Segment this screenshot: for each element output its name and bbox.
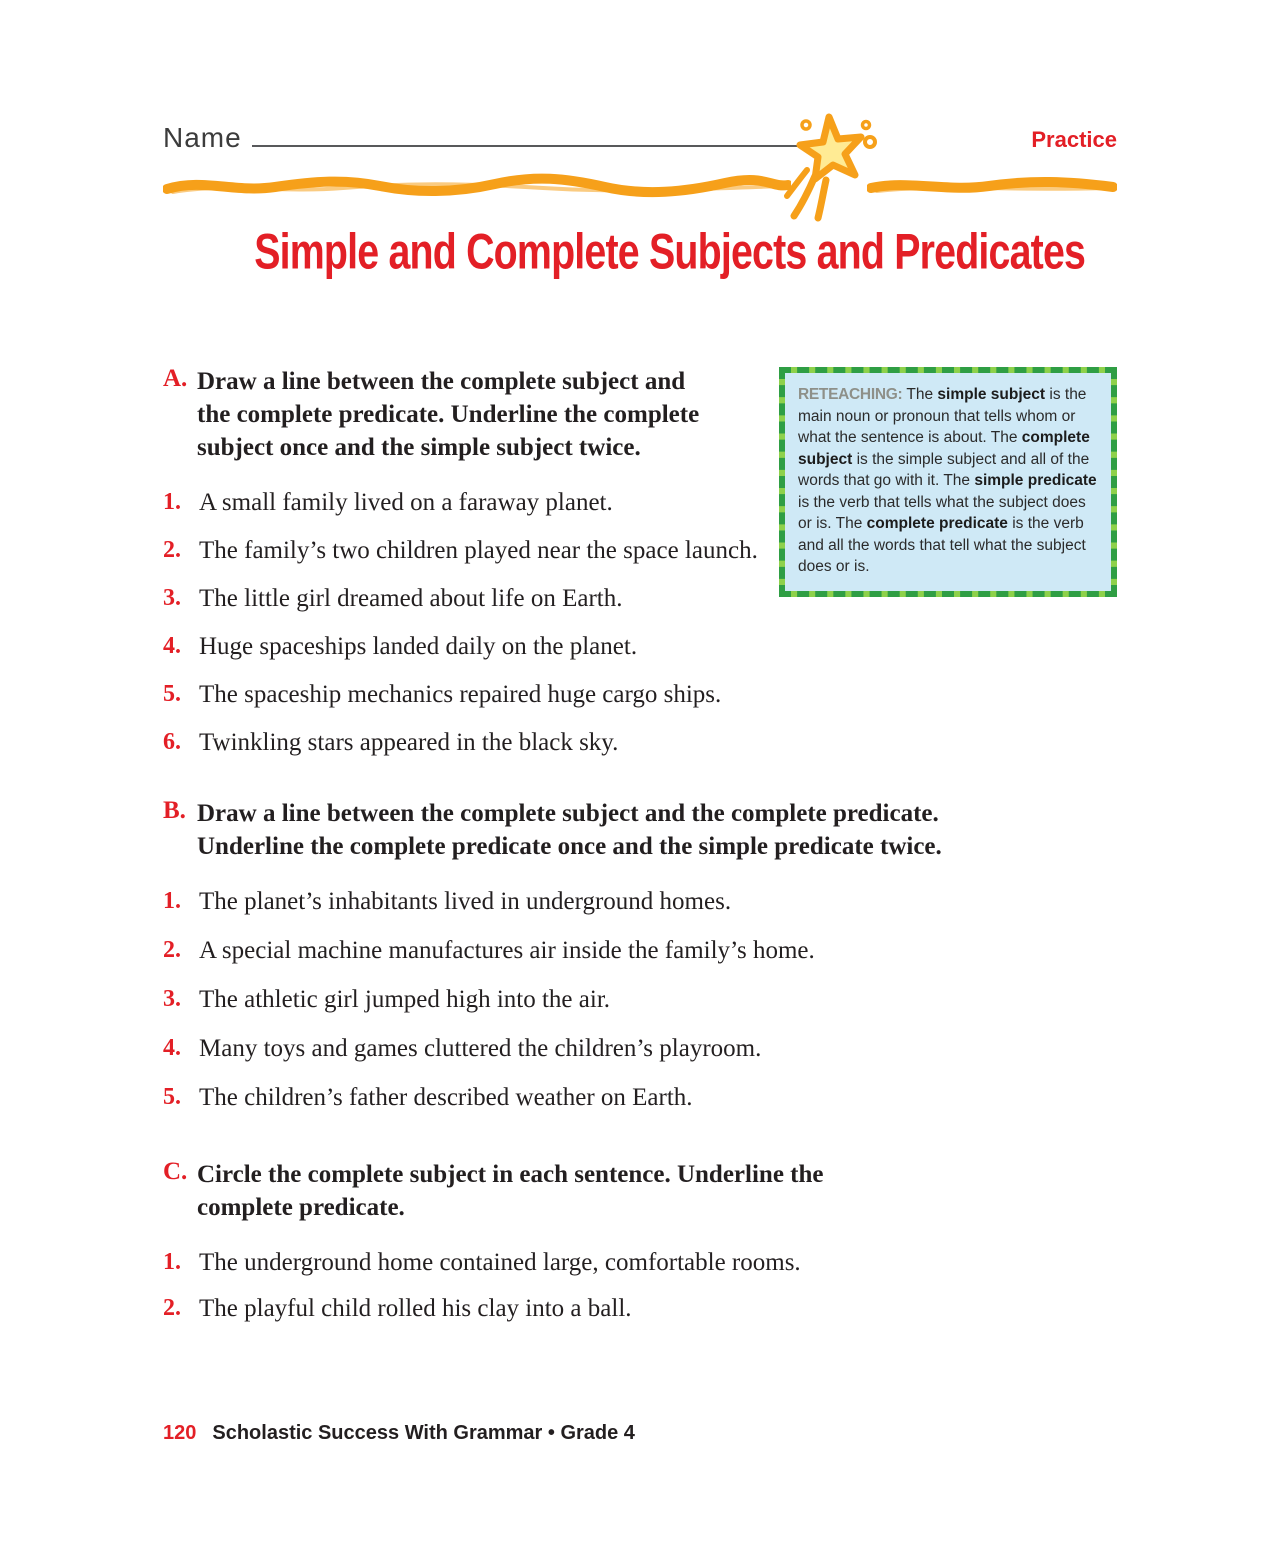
instruction-line: subject once and the simple subject twice. xyxy=(197,434,641,461)
page-header xyxy=(163,122,1117,201)
item-number: 1. xyxy=(163,1249,181,1275)
book-title: Scholastic Success With Grammar • Grade 4 xyxy=(212,1422,635,1444)
item-number: 6. xyxy=(163,729,181,755)
section-b-heading xyxy=(163,797,1117,863)
section-c-instructions xyxy=(197,1158,824,1224)
sentence-text: Many toys and games cluttered the children’s playroom. xyxy=(199,1035,762,1062)
section-c-sentences xyxy=(163,1248,1117,1323)
reteaching-box xyxy=(779,367,1117,597)
sentence-text: The family’s two children played near the space launch. xyxy=(199,537,758,564)
sentence-text: A special machine manufactures air inside the family’s home. xyxy=(199,937,815,964)
instruction-line: Circle the complete subject in each sentence. Underline the xyxy=(197,1161,824,1188)
sentence-item xyxy=(163,728,1117,757)
sentence-item xyxy=(163,985,1117,1014)
wavy-crayon-rule-left xyxy=(163,171,791,201)
name-blank-line xyxy=(252,131,808,147)
instruction-line: Draw a line between the complete subject and xyxy=(197,368,686,395)
instruction-line: the complete predicate. Underline the complete xyxy=(197,401,700,428)
worksheet-body xyxy=(163,365,1117,1323)
section-b-letter: B. xyxy=(163,797,186,824)
section-a-instructions xyxy=(197,365,699,464)
sentence-text: The children’s father described weather on Earth. xyxy=(199,1084,693,1111)
section-b-instructions xyxy=(197,797,942,863)
sentence-text: The little girl dreamed about life on Earth. xyxy=(199,585,623,612)
item-number: 2. xyxy=(163,537,181,563)
item-number: 5. xyxy=(163,1084,181,1110)
sentence-text: Twinkling stars appeared in the black sky. xyxy=(199,729,619,756)
instruction-line: complete predicate. xyxy=(197,1194,405,1221)
sentence-text: The planet’s inhabitants lived in underground homes. xyxy=(199,888,732,915)
section-b-sentences xyxy=(163,887,1117,1112)
instruction-line: Draw a line between the complete subject and the complete predicate. xyxy=(197,800,939,827)
sentence-text: The spaceship mechanics repaired huge cargo ships. xyxy=(199,681,722,708)
section-a-letter: A. xyxy=(163,365,188,392)
item-number: 1. xyxy=(163,489,181,515)
name-row xyxy=(163,122,1117,154)
section-c xyxy=(163,1158,1117,1323)
item-number: 1. xyxy=(163,888,181,914)
crayon-divider xyxy=(163,171,1117,201)
sentence-text: The playful child rolled his clay into a ball. xyxy=(199,1295,632,1322)
page-number: 120 xyxy=(163,1422,197,1444)
sentence-item xyxy=(163,936,1117,965)
section-b xyxy=(163,797,1117,1112)
sentence-item xyxy=(163,1248,1117,1277)
sentence-text: A small family lived on a faraway planet. xyxy=(199,489,613,516)
sentence-item xyxy=(163,1083,1117,1112)
practice-badge: Practice xyxy=(1031,127,1117,152)
reteaching-label: RETEACHING: xyxy=(798,386,903,403)
sentence-text: The athletic girl jumped high into the air. xyxy=(199,986,611,1013)
page-footer xyxy=(163,1422,635,1445)
sentence-item xyxy=(163,1034,1117,1063)
section-c-letter: C. xyxy=(163,1158,188,1185)
item-number: 4. xyxy=(163,1035,181,1061)
item-number: 3. xyxy=(163,585,181,611)
name-label: Name xyxy=(163,122,242,153)
shooting-star-icon xyxy=(781,112,877,224)
item-number: 2. xyxy=(163,1295,181,1321)
sentence-text: Huge spaceships landed daily on the planet. xyxy=(199,633,638,660)
item-number: 3. xyxy=(163,986,181,1012)
sentence-item xyxy=(163,632,1117,661)
sentence-item xyxy=(163,680,1117,709)
reteaching-text: RETEACHING: The simple subject is the main noun or pronoun that tells whom or what the sentence is about. The complete subject is the simple subject and all of the words that go with it. The simple predicate is the verb that tells what the subject does or is. The complete predicate is the verb and all the words that tell what the subject does or is. xyxy=(785,373,1111,591)
item-number: 5. xyxy=(163,681,181,707)
page-title: Simple and Complete Subjects and Predicates xyxy=(254,224,1086,281)
item-number: 2. xyxy=(163,937,181,963)
instruction-line: Underline the complete predicate once and the simple predicate twice. xyxy=(197,833,942,860)
sentence-item xyxy=(163,1294,1117,1323)
sentence-item xyxy=(163,887,1117,916)
wavy-crayon-rule-right xyxy=(867,171,1117,201)
sentence-text: The underground home contained large, comfortable rooms. xyxy=(199,1249,801,1276)
section-c-heading xyxy=(163,1158,1117,1224)
item-number: 4. xyxy=(163,633,181,659)
